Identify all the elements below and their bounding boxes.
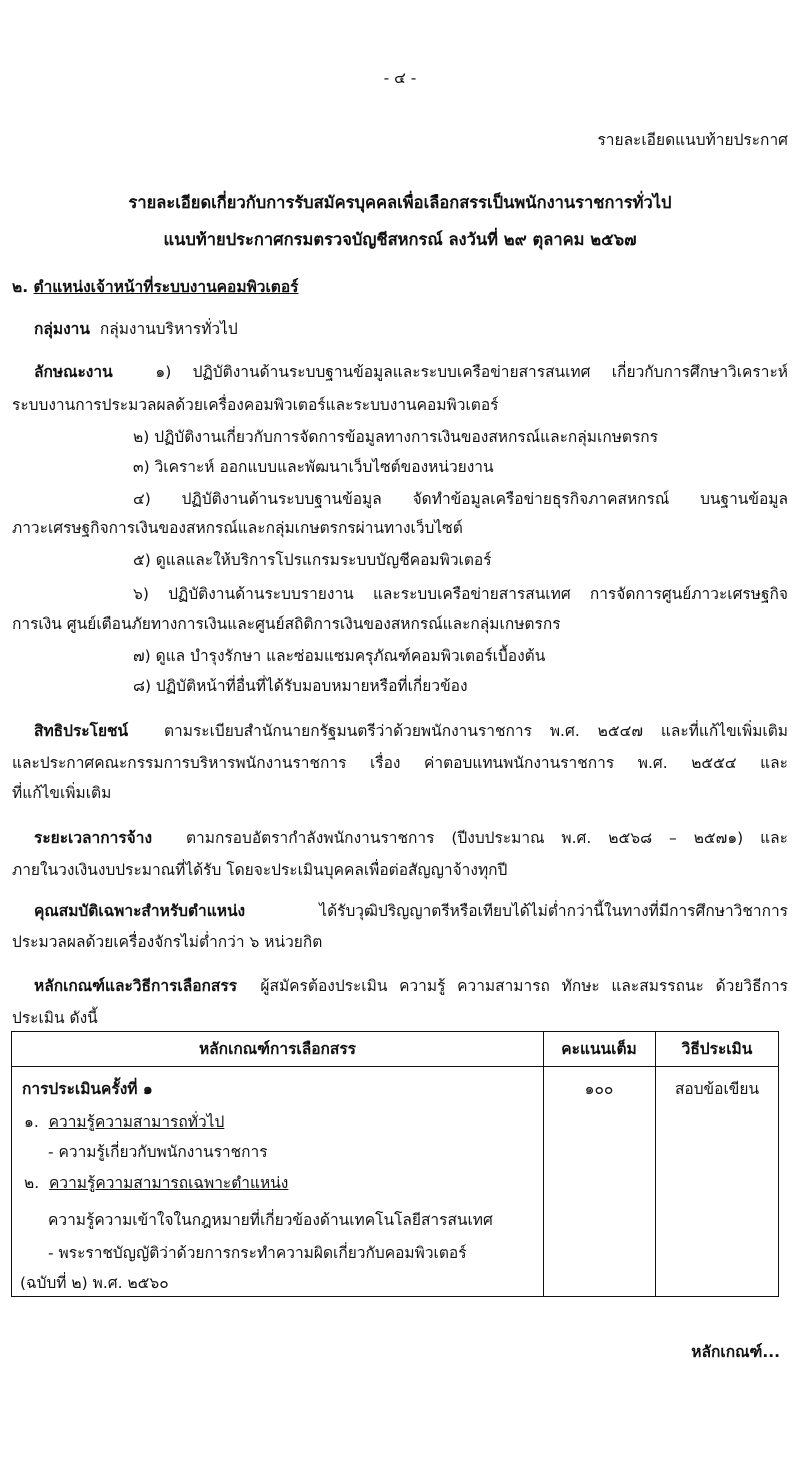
benefits-text: ตามระเบียบสำนักนายกรัฐมนตรีว่าด้วยพนักงานราชการ พ.ศ. ๒๕๔๗ และที่แก้ไขเพิ่มเติม: [163, 722, 788, 740]
employment-period-label: ระยะเวลาการจ้าง: [34, 829, 153, 847]
criteria-item-2-desc: ความรู้ความเข้าใจในกฎหมายที่เกี่ยวข้องด้านเทคโนโลยีสารสนเทศ: [48, 1211, 493, 1229]
section-title: ตำแหน่งเจ้าหน้าที่ระบบงานคอมพิวเตอร์: [33, 278, 299, 296]
header-method: วิธีประเมิน: [681, 1040, 753, 1058]
job-nature-item-2: ๒) ปฏิบัติงานเกี่ยวกับการจัดการข้อมูลทางการเงินของสหกรณ์และกลุ่มเกษตรกร: [133, 428, 659, 446]
job-nature-item-1: [34, 361, 788, 383]
item-number: ๒.: [24, 1174, 40, 1192]
qualifications-text: ประมวลผลด้วยเครื่องจักรไม่ต่ำกว่า ๖ หน่วยกิต: [12, 933, 323, 951]
work-group-value: กลุ่มงานบริหารทั่วไป: [99, 320, 238, 338]
benefits-text: ที่แก้ไขเพิ่มเติม: [12, 784, 112, 802]
criteria-item-1: [24, 1111, 224, 1133]
job-nature-item-5: ๕) ดูแลและให้บริการโปรแกรมระบบบัญชีคอมพิวเตอร์: [133, 551, 492, 569]
work-group: [34, 318, 238, 340]
criteria-item-2: [24, 1172, 288, 1194]
benefits-text: และประกาศคณะกรรมการบริหารพนักงานราชการ เรื่อง ค่าตอบแทนพนักงานราชการ พ.ศ. ๒๕๕๔ และ: [12, 754, 788, 772]
selection-text: ประเมิน ดังนี้: [12, 1009, 98, 1027]
selection-label: หลักเกณฑ์และวิธีการเลือกสรร: [34, 977, 238, 995]
item-title: ความรู้ความสามารถทั่วไป: [48, 1113, 225, 1131]
qualifications-text: ได้รับวุฒิปริญญาตรีหรือเทียบได้ไม่ต่ำกว่านี้ในทางที่มีการศึกษาวิชาการ: [319, 902, 788, 920]
criteria-item-2-sub: - พระราชบัญญัติว่าด้วยการกระทำความผิดเกี่ยวกับคอมพิวเตอร์: [48, 1244, 467, 1262]
selection-criteria-table: [11, 1031, 779, 1297]
item-number: ๑.: [24, 1113, 39, 1131]
job-nature-item-6: ๖) ปฏิบัติงานด้านระบบรายงาน และระบบเครือข่ายสารสนเทศ การจัดการศูนย์ภาวะเศรษฐกิจ: [133, 585, 788, 603]
criteria-item-1-sub: - ความรู้เกี่ยวกับพนักงานราชการ: [48, 1143, 268, 1161]
selection: [34, 975, 788, 997]
benefits-label: สิทธิประโยชน์: [34, 722, 129, 740]
selection-text: ผู้สมัครต้องประเมิน ความรู้ ความสามารถ ทักษะ และสมรรถนะ ด้วยวิธีการ: [260, 977, 788, 995]
header-score: คะแนนเต็ม: [561, 1040, 637, 1058]
section-heading: [12, 276, 298, 298]
column-divider: [655, 1032, 656, 1296]
item-title: ความรู้ความสามารถเฉพาะตำแหน่ง: [49, 1174, 289, 1192]
header-criteria: หลักเกณฑ์การเลือกสรร: [198, 1040, 357, 1058]
job-nature-text: ๑) ปฏิบัติงานด้านระบบฐานข้อมูลและระบบเครือข่ายสารสนเทศ เกี่ยวกับการศึกษาวิเคราะห์: [155, 363, 789, 381]
page-number: - ๔ -: [383, 69, 417, 87]
employment-period-text: ตามกรอบอัตรากำลังพนักงานราชการ (ปีงบประมาณ พ.ศ. ๒๕๖๘ – ๒๕๗๑) และ: [185, 829, 788, 847]
job-nature-item-4: ๔) ปฏิบัติงานด้านระบบฐานข้อมูล จัดทำข้อมูลเครือข่ายธุรกิจภาคสหกรณ์ บนฐานข้อมูล: [133, 490, 788, 508]
section-number: ๒.: [12, 278, 29, 296]
criteria-item-2-sub-cont: (ฉบับที่ ๒) พ.ศ. ๒๕๖๐: [20, 1274, 169, 1292]
job-nature-text: การเงิน ศูนย์เตือนภัยทางการเงินและศูนย์สถิติการเงินของสหกรณ์และกลุ่มเกษตรกร: [12, 615, 561, 633]
full-score: ๑๐๐: [584, 1080, 614, 1098]
job-nature-text: ภาวะเศรษฐกิจการเงินของสหกรณ์และกลุ่มเกษตรกรผ่านทางเว็บไซต์: [12, 519, 463, 537]
title-line-1: รายละเอียดเกี่ยวกับการรับสมัครบุคคลเพื่อเลือกสรรเป็นพนักงานราชการทั่วไป: [128, 193, 672, 212]
qualifications-label: คุณสมบัติเฉพาะสำหรับตำแหน่ง: [34, 902, 246, 920]
assessment-method: สอบข้อเขียน: [674, 1080, 760, 1098]
employment-period-text: ภายในวงเงินงบประมาณที่ได้รับ โดยจะประเมินบุคคลเพื่อต่อสัญญาจ้างทุกปี: [12, 861, 508, 879]
header-right: รายละเอียดแนบท้ายประกาศ: [597, 131, 788, 149]
job-nature-label: ลักษณะงาน: [34, 363, 113, 381]
employment-period: [34, 827, 788, 849]
round-title: การประเมินครั้งที่ ๑: [22, 1080, 153, 1098]
column-divider: [543, 1032, 544, 1296]
continuation-marker: หลักเกณฑ์...: [691, 1343, 780, 1361]
job-nature-item-7: ๗) ดูแล บำรุงรักษา และซ่อมแซมครุภัณฑ์คอมพิวเตอร์เบื้องต้น: [133, 647, 546, 665]
job-nature-item-3: ๓) วิเคราะห์ ออกแบบและพัฒนาเว็บไซต์ของหน่วยงาน: [133, 458, 494, 476]
job-nature-text: ระบบงานการประมวลผลด้วยเครื่องคอมพิวเตอร์และระบบงานคอมพิวเตอร์: [12, 396, 499, 414]
header-divider: [12, 1066, 778, 1067]
qualifications: [34, 900, 788, 922]
title-line-2: แนบท้ายประกาศกรมตรวจบัญชีสหกรณ์ ลงวันที่ ๒๙ ตุลาคม ๒๕๖๗: [163, 230, 637, 249]
benefits: [34, 720, 788, 742]
job-nature-item-8: ๘) ปฏิบัติหน้าที่อื่นที่ได้รับมอบหมายหรือที่เกี่ยวข้อง: [133, 677, 468, 695]
work-group-label: กลุ่มงาน: [34, 320, 90, 338]
